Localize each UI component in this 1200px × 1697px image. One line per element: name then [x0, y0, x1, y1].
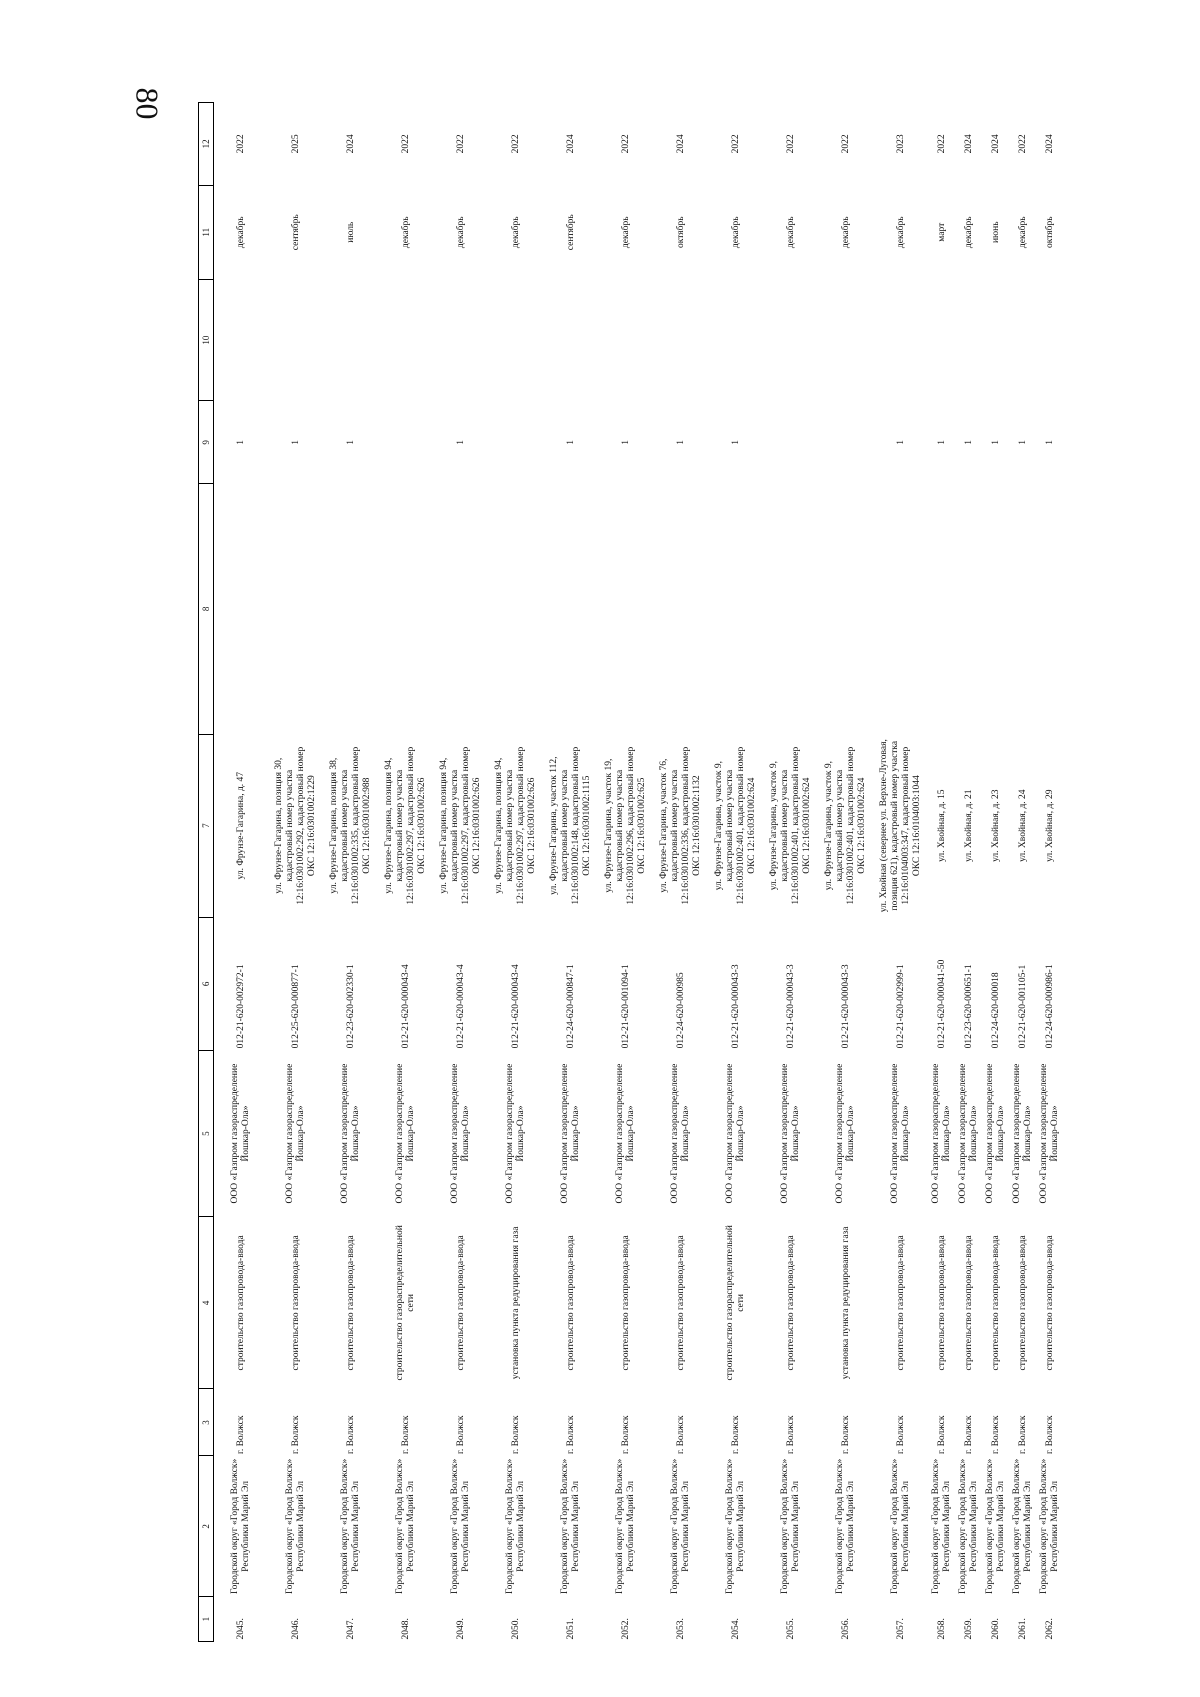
col-header-4: 4 — [199, 1217, 214, 1389]
organization-cell: ООО «Газпром газораспределение Йошкар-Ола» — [1012, 1063, 1033, 1204]
col8-cell — [544, 484, 599, 734]
year-cell: 2022 — [936, 134, 947, 154]
year-cell: 2022 — [1017, 134, 1028, 154]
quantity-cell: 1 — [620, 439, 631, 445]
month-cell: декабрь — [455, 216, 466, 249]
permit-code-cell: 012-24-620-000018 — [990, 972, 1001, 1049]
address-cell: ул. Фрунзе-Гагарина, позиция 94, кадастровый номер участка 12:16:0301002:297, кадастровый номер ОКС 12:16:0301002:626 — [494, 746, 537, 905]
quantity-cell: 1 — [730, 439, 741, 445]
year-cell: 2024 — [990, 134, 1001, 154]
month-cell: июнь — [990, 221, 1001, 244]
row-number: 2053. — [675, 1618, 686, 1640]
year-cell: 2022 — [785, 134, 796, 154]
district-cell: Городской округ «Город Волжск» Республики Марий Эл — [1039, 1458, 1060, 1595]
col-header-11: 11 — [199, 185, 214, 279]
organization-cell: ООО «Газпром газораспределение Йошкар-Ола» — [1039, 1063, 1060, 1204]
organization-cell: ООО «Газпром газораспределение Йошкар-Ола» — [615, 1063, 636, 1204]
quantity-cell — [819, 401, 874, 484]
col8-cell — [874, 484, 929, 734]
month-cell: октябрь — [1044, 216, 1055, 249]
month-cell: декабрь — [510, 216, 521, 249]
organization-cell: ООО «Газпром газораспределение Йошкар-Ола» — [985, 1063, 1006, 1204]
month-cell: сентябрь — [565, 214, 576, 251]
address-cell: ул. Фрунзе-Гагарина, участок 19, кадастровый номер участка 12:16:0301002:296, кадастровый номер ОКС 12:16:0301002:625 — [604, 746, 647, 905]
work-type-cell: строительство газопровода-ввода — [565, 1235, 576, 1371]
permit-code-cell: 012-25-620-000877-1 — [290, 964, 301, 1049]
quantity-cell: 1 — [990, 439, 1001, 445]
row-number: 2062. — [1044, 1618, 1055, 1640]
col-header-3: 3 — [199, 1389, 214, 1456]
month-cell: декабрь — [400, 216, 411, 249]
district-cell: Городской округ «Город Волжск» Республики Марий Эл — [985, 1458, 1006, 1595]
organization-cell: ООО «Газпром газораспределение Йошкар-Ола» — [725, 1063, 746, 1204]
work-type-cell: строительство газопровода-ввода — [290, 1235, 301, 1371]
quantity-cell: 1 — [455, 439, 466, 445]
month-cell: март — [936, 222, 947, 242]
district-cell: Городской округ «Город Волжск» Республики Марий Эл — [505, 1458, 526, 1595]
col8-cell — [434, 484, 489, 734]
row-number: 2049. — [455, 1618, 466, 1640]
table-row — [1010, 103, 1037, 1642]
work-type-cell: строительство газопровода-ввода — [620, 1235, 631, 1371]
quantity-cell: 1 — [235, 439, 246, 445]
work-type-cell: строительство газопровода-ввода — [963, 1235, 974, 1371]
city-cell: г. Волжск — [895, 1415, 906, 1454]
address-cell: ул. Фрунзе-Гагарина, участок 9, кадастровый номер участка 12:16:0301002:401, кадастровый номер ОКС 12:16:0301002:624 — [714, 746, 757, 905]
col10-cell — [983, 279, 1010, 401]
col-header-12: 12 — [199, 103, 214, 186]
work-type-cell: строительство газопровода-ввода — [235, 1235, 246, 1371]
address-cell: ул. Хвойная, д. 21 — [963, 789, 974, 862]
col-header-10: 10 — [199, 279, 214, 401]
district-cell: Городской округ «Город Волжск» Республики Марий Эл — [931, 1458, 952, 1595]
permit-code-cell: 012-23-620-000651-1 — [963, 964, 974, 1049]
district-cell: Городской округ «Город Волжск» Республики Марий Эл — [340, 1458, 361, 1595]
table-row — [956, 103, 983, 1642]
table-row — [709, 103, 764, 1642]
col8-cell — [214, 484, 269, 734]
work-type-cell: строительство газопровода-ввода — [345, 1235, 356, 1371]
month-cell: декабрь — [840, 216, 851, 249]
quantity-cell: 1 — [1044, 439, 1055, 445]
table-row — [654, 103, 709, 1642]
col10-cell — [874, 279, 929, 401]
col8-cell — [324, 484, 379, 734]
col10-cell — [654, 279, 709, 401]
year-cell: 2024 — [1044, 134, 1055, 154]
row-number: 2058. — [936, 1618, 947, 1640]
row-number: 2055. — [785, 1618, 796, 1640]
city-cell: г. Волжск — [400, 1415, 411, 1454]
work-type-cell: строительство газопровода-ввода — [455, 1235, 466, 1371]
quantity-cell: 1 — [895, 439, 906, 445]
col10-cell — [544, 279, 599, 401]
organization-cell: ООО «Газпром газораспределение Йошкар-Ола» — [958, 1063, 979, 1204]
col8-cell — [599, 484, 654, 734]
city-cell: г. Волжск — [620, 1415, 631, 1454]
year-cell: 2022 — [840, 134, 851, 154]
district-cell: Городской округ «Город Волжск» Республики Марий Эл — [615, 1458, 636, 1595]
organization-cell: ООО «Газпром газораспределение Йошкар-Ола» — [340, 1063, 361, 1204]
permit-code-cell: 012-21-620-002972-1 — [235, 964, 246, 1049]
organization-cell: ООО «Газпром газораспределение Йошкар-Ола» — [450, 1063, 471, 1204]
district-cell: Городской округ «Город Волжск» Республики Марий Эл — [958, 1458, 979, 1595]
city-cell: г. Волжск — [840, 1415, 851, 1454]
work-type-cell: строительство газопровода-ввода — [675, 1235, 686, 1371]
year-cell: 2022 — [455, 134, 466, 154]
district-cell: Городской округ «Город Волжск» Республики Марий Эл — [780, 1458, 801, 1595]
col10-cell — [214, 279, 269, 401]
permit-code-cell: 012-21-620-000043-4 — [400, 964, 411, 1049]
city-cell: г. Волжск — [936, 1415, 947, 1454]
work-type-cell: установка пункта редуцирования газа — [840, 1226, 851, 1380]
col-header-6: 6 — [199, 917, 214, 1050]
col8-cell — [819, 484, 874, 734]
work-type-cell: строительство газопровода-ввода — [1044, 1235, 1055, 1371]
col8-cell — [1037, 484, 1064, 734]
district-cell: Городской округ «Город Волжск» Республики Марий Эл — [835, 1458, 856, 1595]
address-cell: ул. Хвойная, д. 23 — [990, 789, 1001, 862]
col10-cell — [599, 279, 654, 401]
row-number: 2046. — [290, 1618, 301, 1640]
year-cell: 2023 — [895, 134, 906, 154]
table-row — [269, 103, 324, 1642]
permit-code-cell: 012-21-620-000043-4 — [510, 964, 521, 1049]
city-cell: г. Волжск — [990, 1415, 1001, 1454]
district-cell: Городской округ «Город Волжск» Республики Марий Эл — [670, 1458, 691, 1595]
row-number: 2052. — [620, 1618, 631, 1640]
permit-code-cell: 012-21-620-000043-3 — [840, 964, 851, 1049]
work-type-cell: строительство газопровода-ввода — [990, 1235, 1001, 1371]
table-row — [214, 103, 269, 1642]
quantity-cell: 1 — [936, 439, 947, 445]
city-cell: г. Волжск — [290, 1415, 301, 1454]
permit-code-cell: 012-21-620-000043-4 — [455, 964, 466, 1049]
month-cell: декабрь — [785, 216, 796, 249]
row-number: 2054. — [730, 1618, 741, 1640]
month-cell: декабрь — [730, 216, 741, 249]
col10-cell — [709, 279, 764, 401]
col-header-9: 9 — [199, 401, 214, 484]
col8-cell — [269, 484, 324, 734]
month-cell: июль — [345, 221, 356, 243]
row-number: 2047. — [345, 1618, 356, 1640]
col10-cell — [929, 279, 956, 401]
organization-cell: ООО «Газпром газораспределение Йошкар-Ола» — [670, 1063, 691, 1204]
row-number: 2056. — [840, 1618, 851, 1640]
year-cell: 2022 — [510, 134, 521, 154]
month-cell: декабрь — [235, 216, 246, 249]
table-row — [489, 103, 544, 1642]
col-header-7: 7 — [199, 734, 214, 917]
address-cell: ул. Фрунзе-Гагарина, участок 9, кадастровый номер участка 12:16:0301002:401, кадастровый номер ОКС 12:16:0301002:624 — [769, 746, 812, 905]
permit-code-cell: 012-21-620-000043-3 — [785, 964, 796, 1049]
city-cell: г. Волжск — [235, 1415, 246, 1454]
district-cell: Городской округ «Город Волжск» Республики Марий Эл — [230, 1458, 252, 1595]
schedule-table — [198, 102, 1064, 1642]
district-cell: Городской округ «Город Волжск» Республики Марий Эл — [1012, 1458, 1033, 1595]
year-cell: 2022 — [400, 134, 411, 154]
row-number: 2050. — [510, 1618, 521, 1640]
year-cell: 2025 — [290, 134, 301, 154]
row-number: 2048. — [400, 1618, 411, 1640]
table-row — [599, 103, 654, 1642]
permit-code-cell: 012-21-620-000041-50 — [936, 959, 947, 1049]
permit-code-cell: 012-21-620-001105-1 — [1017, 964, 1028, 1049]
city-cell: г. Волжск — [510, 1415, 521, 1454]
col-header-5: 5 — [199, 1050, 214, 1217]
month-cell: декабрь — [1017, 216, 1028, 249]
month-cell: декабрь — [895, 216, 906, 249]
table-row — [1037, 103, 1064, 1642]
row-number: 2051. — [565, 1618, 576, 1640]
organization-cell: ООО «Газпром газораспределение Йошкар-Ола» — [285, 1063, 306, 1204]
work-type-cell: строительство газораспределительной сети — [725, 1225, 746, 1381]
table-row — [764, 103, 819, 1642]
year-cell: 2024 — [963, 134, 974, 154]
table-row — [874, 103, 929, 1642]
col8-cell — [379, 484, 434, 734]
work-type-cell: строительство газопровода-ввода — [936, 1235, 947, 1371]
permit-code-cell: 012-21-620-001094-1 — [620, 964, 631, 1049]
year-cell: 2022 — [730, 134, 741, 154]
quantity-cell — [764, 401, 819, 484]
permit-code-cell: 012-24-620-000985 — [675, 972, 686, 1049]
address-cell: ул. Хвойная, д. 15 — [936, 789, 947, 862]
year-cell: 2024 — [345, 134, 356, 154]
table-row — [379, 103, 434, 1642]
quantity-cell: 1 — [345, 439, 356, 445]
permit-code-cell: 012-24-620-000847-1 — [565, 964, 576, 1049]
district-cell: Городской округ «Город Волжск» Республики Марий Эл — [395, 1458, 416, 1595]
col10-cell — [956, 279, 983, 401]
row-number: 2061. — [1017, 1618, 1028, 1640]
address-cell: ул. Хвойная, д. 29 — [1044, 789, 1055, 862]
table-row — [819, 103, 874, 1642]
col10-cell — [489, 279, 544, 401]
city-cell: г. Волжск — [455, 1415, 466, 1454]
col8-cell — [929, 484, 956, 734]
district-cell: Городской округ «Город Волжск» Республики Марий Эл — [890, 1458, 911, 1595]
organization-cell: ООО «Газпром газораспределение Йошкар-Ола» — [230, 1063, 252, 1204]
city-cell: г. Волжск — [730, 1415, 741, 1454]
col10-cell — [269, 279, 324, 401]
col-header-8: 8 — [199, 484, 214, 734]
work-type-cell: строительство газопровода-ввода — [1017, 1235, 1028, 1371]
address-cell: ул. Фрунзе-Гагарина, позиция 30, кадастровый номер участка 12:16:0301002:292, кадастровый номер ОКС 12:16:0301002:1229 — [274, 746, 317, 905]
table-row — [929, 103, 956, 1642]
col10-cell — [1010, 279, 1037, 401]
row-number: 2060. — [990, 1618, 1001, 1640]
col8-cell — [489, 484, 544, 734]
quantity-cell — [489, 401, 544, 484]
year-cell: 2022 — [235, 134, 246, 154]
col10-cell — [819, 279, 874, 401]
month-cell: декабрь — [963, 216, 974, 249]
work-type-cell: установка пункта редуцирования газа — [510, 1226, 521, 1380]
page-number: 80 — [129, 87, 166, 120]
year-cell: 2024 — [675, 134, 686, 154]
col10-cell — [764, 279, 819, 401]
city-cell: г. Волжск — [565, 1415, 576, 1454]
city-cell: г. Волжск — [675, 1415, 686, 1454]
quantity-cell: 1 — [290, 439, 301, 445]
col8-cell — [654, 484, 709, 734]
month-cell: октябрь — [675, 216, 686, 249]
quantity-cell: 1 — [565, 439, 576, 445]
quantity-cell — [379, 401, 434, 484]
address-cell: ул. Фрунзе-Гагарина, позиция 94, кадастровый номер участка 12:16:0301002:297, кадастровый номер ОКС 12:16:0301002:626 — [384, 746, 427, 905]
row-number: 2045. — [235, 1618, 246, 1640]
organization-cell: ООО «Газпром газораспределение Йошкар-Ола» — [890, 1063, 911, 1204]
col-header-1: 1 — [199, 1597, 214, 1642]
address-cell: ул. Фрунзе-Гагарина, участок 9, кадастровый номер участка 12:16:0301002:401, кадастровый номер ОКС 12:16:0301002:624 — [824, 746, 867, 905]
address-cell: ул. Фрунзе-Гагарина, участок 112, кадастровый номер участка 12:16:0301002:148, кадастровый номер ОКС 12:16:0301002:1115 — [549, 746, 592, 905]
table-row — [983, 103, 1010, 1642]
quantity-cell: 1 — [675, 439, 686, 445]
address-cell: ул. Фрунзе-Гагарина, позиция 38, кадастровый номер участка 12:16:0301002:335, кадастровый номер ОКС 12:16:0301002:988 — [329, 746, 372, 905]
col10-cell — [434, 279, 489, 401]
col10-cell — [1037, 279, 1064, 401]
col8-cell — [709, 484, 764, 734]
rotated-table-wrapper — [198, 102, 1060, 1642]
col8-cell — [956, 484, 983, 734]
col10-cell — [379, 279, 434, 401]
organization-cell: ООО «Газпром газораспределение Йошкар-Ола» — [560, 1063, 581, 1204]
city-cell: г. Волжск — [1017, 1415, 1028, 1454]
organization-cell: ООО «Газпром газораспределение Йошкар-Ола» — [780, 1063, 801, 1204]
table-row — [324, 103, 379, 1642]
work-type-cell: строительство газопровода-ввода — [895, 1235, 906, 1371]
organization-cell: ООО «Газпром газораспределение Йошкар-Ола» — [395, 1063, 416, 1204]
year-cell: 2024 — [565, 134, 576, 154]
district-cell: Городской округ «Город Волжск» Республики Марий Эл — [725, 1458, 746, 1595]
column-header-row — [199, 103, 214, 1642]
work-type-cell: строительство газораспределительной сети — [395, 1225, 416, 1381]
col10-cell — [324, 279, 379, 401]
col8-cell — [1010, 484, 1037, 734]
district-cell: Городской округ «Город Волжск» Республики Марий Эл — [450, 1458, 471, 1595]
work-type-cell: строительство газопровода-ввода — [785, 1235, 796, 1371]
row-number: 2057. — [895, 1618, 906, 1640]
city-cell: г. Волжск — [1044, 1415, 1055, 1454]
address-cell: ул. Хвойная, д. 24 — [1017, 789, 1028, 862]
permit-code-cell: 012-24-620-000986-1 — [1044, 964, 1055, 1049]
organization-cell: ООО «Газпром газораспределение Йошкар-Ола» — [505, 1063, 526, 1204]
table-body — [214, 103, 1064, 1642]
organization-cell: ООО «Газпром газораспределение Йошкар-Ола» — [931, 1063, 952, 1204]
year-cell: 2022 — [620, 134, 631, 154]
row-number: 2059. — [963, 1618, 974, 1640]
permit-code-cell: 012-23-620-002330-1 — [345, 964, 356, 1049]
city-cell: г. Волжск — [785, 1415, 796, 1454]
district-cell: Городской округ «Город Волжск» Республики Марий Эл — [560, 1458, 581, 1595]
address-cell: ул. Фрунзе-Гагарина, позиция 94, кадастровый номер участка 12:16:0301002:297, кадастровый номер ОКС 12:16:0301002:626 — [439, 746, 482, 905]
table-row — [434, 103, 489, 1642]
month-cell: декабрь — [620, 216, 631, 249]
col-header-2: 2 — [199, 1456, 214, 1597]
quantity-cell: 1 — [963, 439, 974, 445]
district-cell: Городской округ «Город Волжск» Республики Марий Эл — [285, 1458, 306, 1595]
address-cell: ул. Фрунзе-Гагарина, участок 76, кадастровый номер участка 12:16:0301002:336, кадастровый номер ОКС 12:16:0301002:1132 — [659, 746, 702, 905]
quantity-cell: 1 — [1017, 439, 1028, 445]
permit-code-cell: 012-21-620-002999-1 — [895, 964, 906, 1049]
address-cell: ул. Хвойная (севернее ул. Верхне-Луговая, позиция 621), кадастровый номер участка 12:16:0104003:347, кадастровый номер ОКС 12:16:0104003:1044 — [879, 739, 922, 913]
table-row — [544, 103, 599, 1642]
permit-code-cell: 012-21-620-000043-3 — [730, 964, 741, 1049]
city-cell: г. Волжск — [345, 1415, 356, 1454]
month-cell: сентябрь — [290, 214, 301, 251]
city-cell: г. Волжск — [963, 1415, 974, 1454]
col8-cell — [983, 484, 1010, 734]
col8-cell — [764, 484, 819, 734]
organization-cell: ООО «Газпром газораспределение Йошкар-Ола» — [835, 1063, 856, 1204]
address-cell: ул. Фрунзе-Гагарина, д. 47 — [235, 771, 246, 880]
